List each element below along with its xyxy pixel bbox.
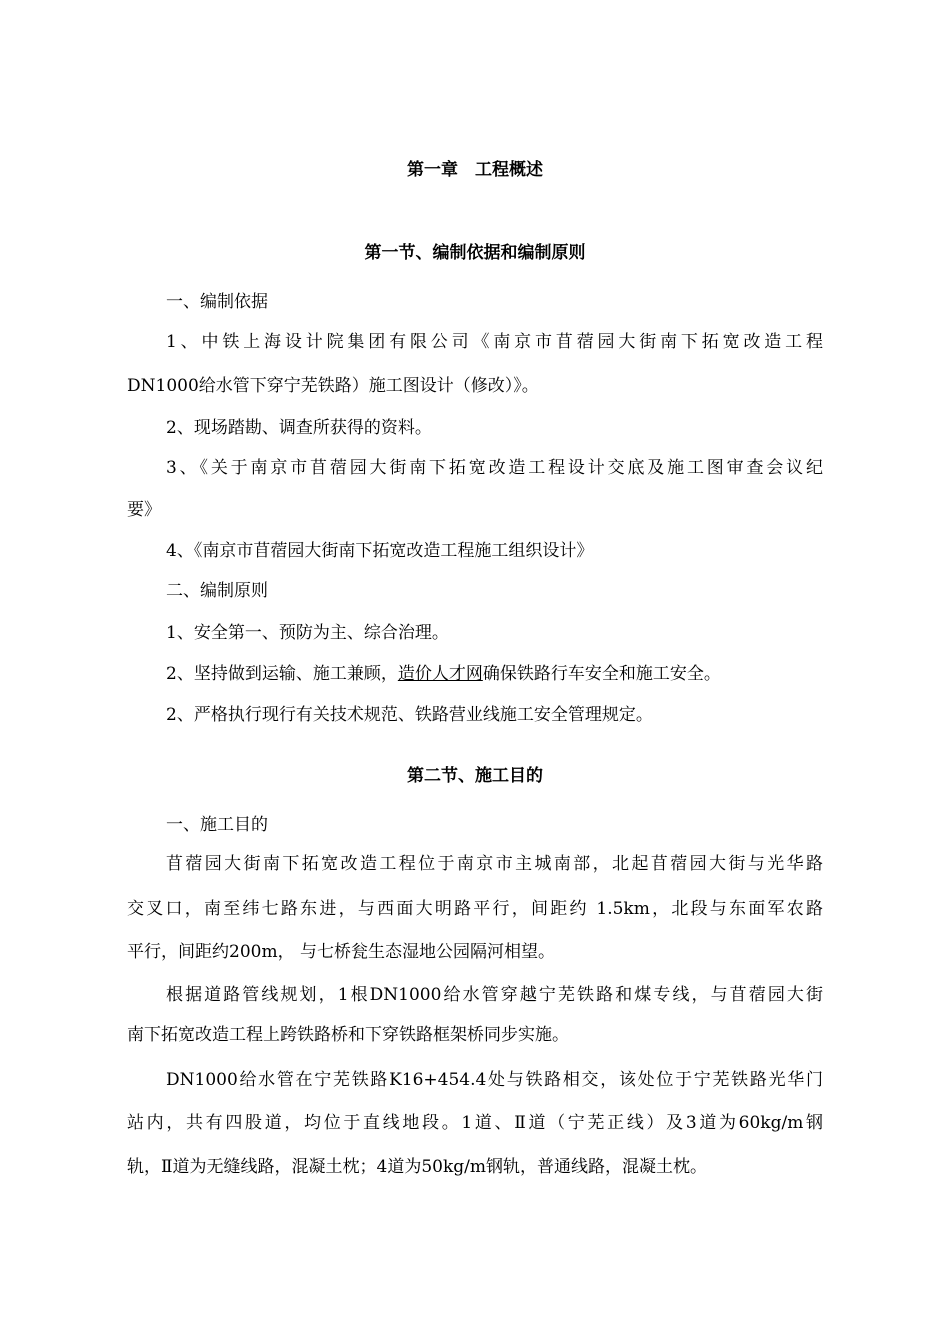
para-2-line-2: 南下拓宽改造工程上跨铁路桥和下穿铁路框架桥同步实施。 bbox=[127, 1025, 569, 1045]
para-3-line-1: DN1000给水管在宁芜铁路K16+454.4处与铁路相交，该处位于宁芜铁路光华门 bbox=[166, 1070, 823, 1090]
principle-2-text-after: 确保铁路行车安全和施工安全。 bbox=[482, 664, 721, 684]
para-3-line-3: 轨，Ⅱ道为无缝线路，混凝土枕；4道为50kg/m钢轨，普通线路，混凝土枕。 bbox=[127, 1157, 708, 1177]
basis-item-3-line-1: 3、《关于南京市苜蓿园大街南下拓宽改造工程设计交底及施工图审查会议纪 bbox=[166, 458, 823, 478]
principle-3: 2、严格执行现行有关技术规范、铁路营业线施工安全管理规定。 bbox=[166, 705, 653, 725]
basis-item-1-line-2: DN1000给水管下穿宁芜铁路）施工图设计（修改）》。 bbox=[127, 376, 539, 396]
basis-item-3-line-2: 要》 bbox=[127, 500, 161, 520]
para-1-line-2: 交叉口，南至纬七路东进，与西面大明路平行，间距约 1.5km，北段与东面军农路 bbox=[127, 899, 823, 919]
section-1-heading: 第一节、编制依据和编制原则 bbox=[364, 243, 586, 263]
chapter-title: 第一章 工程概述 bbox=[407, 160, 543, 180]
section-2-heading: 第二节、施工目的 bbox=[407, 766, 543, 786]
basis-heading: 一、编制依据 bbox=[166, 292, 268, 312]
para-1-line-1: 苜蓿园大街南下拓宽改造工程位于南京市主城南部，北起苜蓿园大街与光华路 bbox=[166, 854, 823, 874]
basis-item-1-line-1: 1、中铁上海设计院集团有限公司《南京市苜蓿园大街南下拓宽改造工程 bbox=[166, 332, 823, 352]
para-2-line-1: 根据道路管线规划，1根DN1000给水管穿越宁芜铁路和煤专线，与苜蓿园大街 bbox=[166, 985, 823, 1005]
basis-item-2: 2、现场踏勘、调查所获得的资料。 bbox=[166, 418, 432, 438]
purpose-heading: 一、施工目的 bbox=[166, 815, 268, 835]
principle-2 bbox=[166, 662, 721, 686]
principle-2-text-before: 2、坚持做到运输、施工兼顾， bbox=[166, 664, 398, 684]
principle-heading: 二、编制原则 bbox=[166, 581, 268, 601]
para-3-line-2: 站内，共有四股道，均位于直线地段。1道、Ⅱ道（宁芜正线）及3道为60kg/m钢 bbox=[127, 1113, 823, 1133]
principle-2-link[interactable]: 造价人才网 bbox=[397, 664, 483, 684]
basis-item-4: 4、《南京市苜蓿园大街南下拓宽改造工程施工组织设计》 bbox=[166, 541, 594, 561]
para-1-line-3: 平行，间距约200m， 与七桥瓮生态湿地公园隔河相望。 bbox=[127, 942, 555, 962]
principle-1: 1、安全第一、预防为主、综合治理。 bbox=[166, 623, 449, 643]
